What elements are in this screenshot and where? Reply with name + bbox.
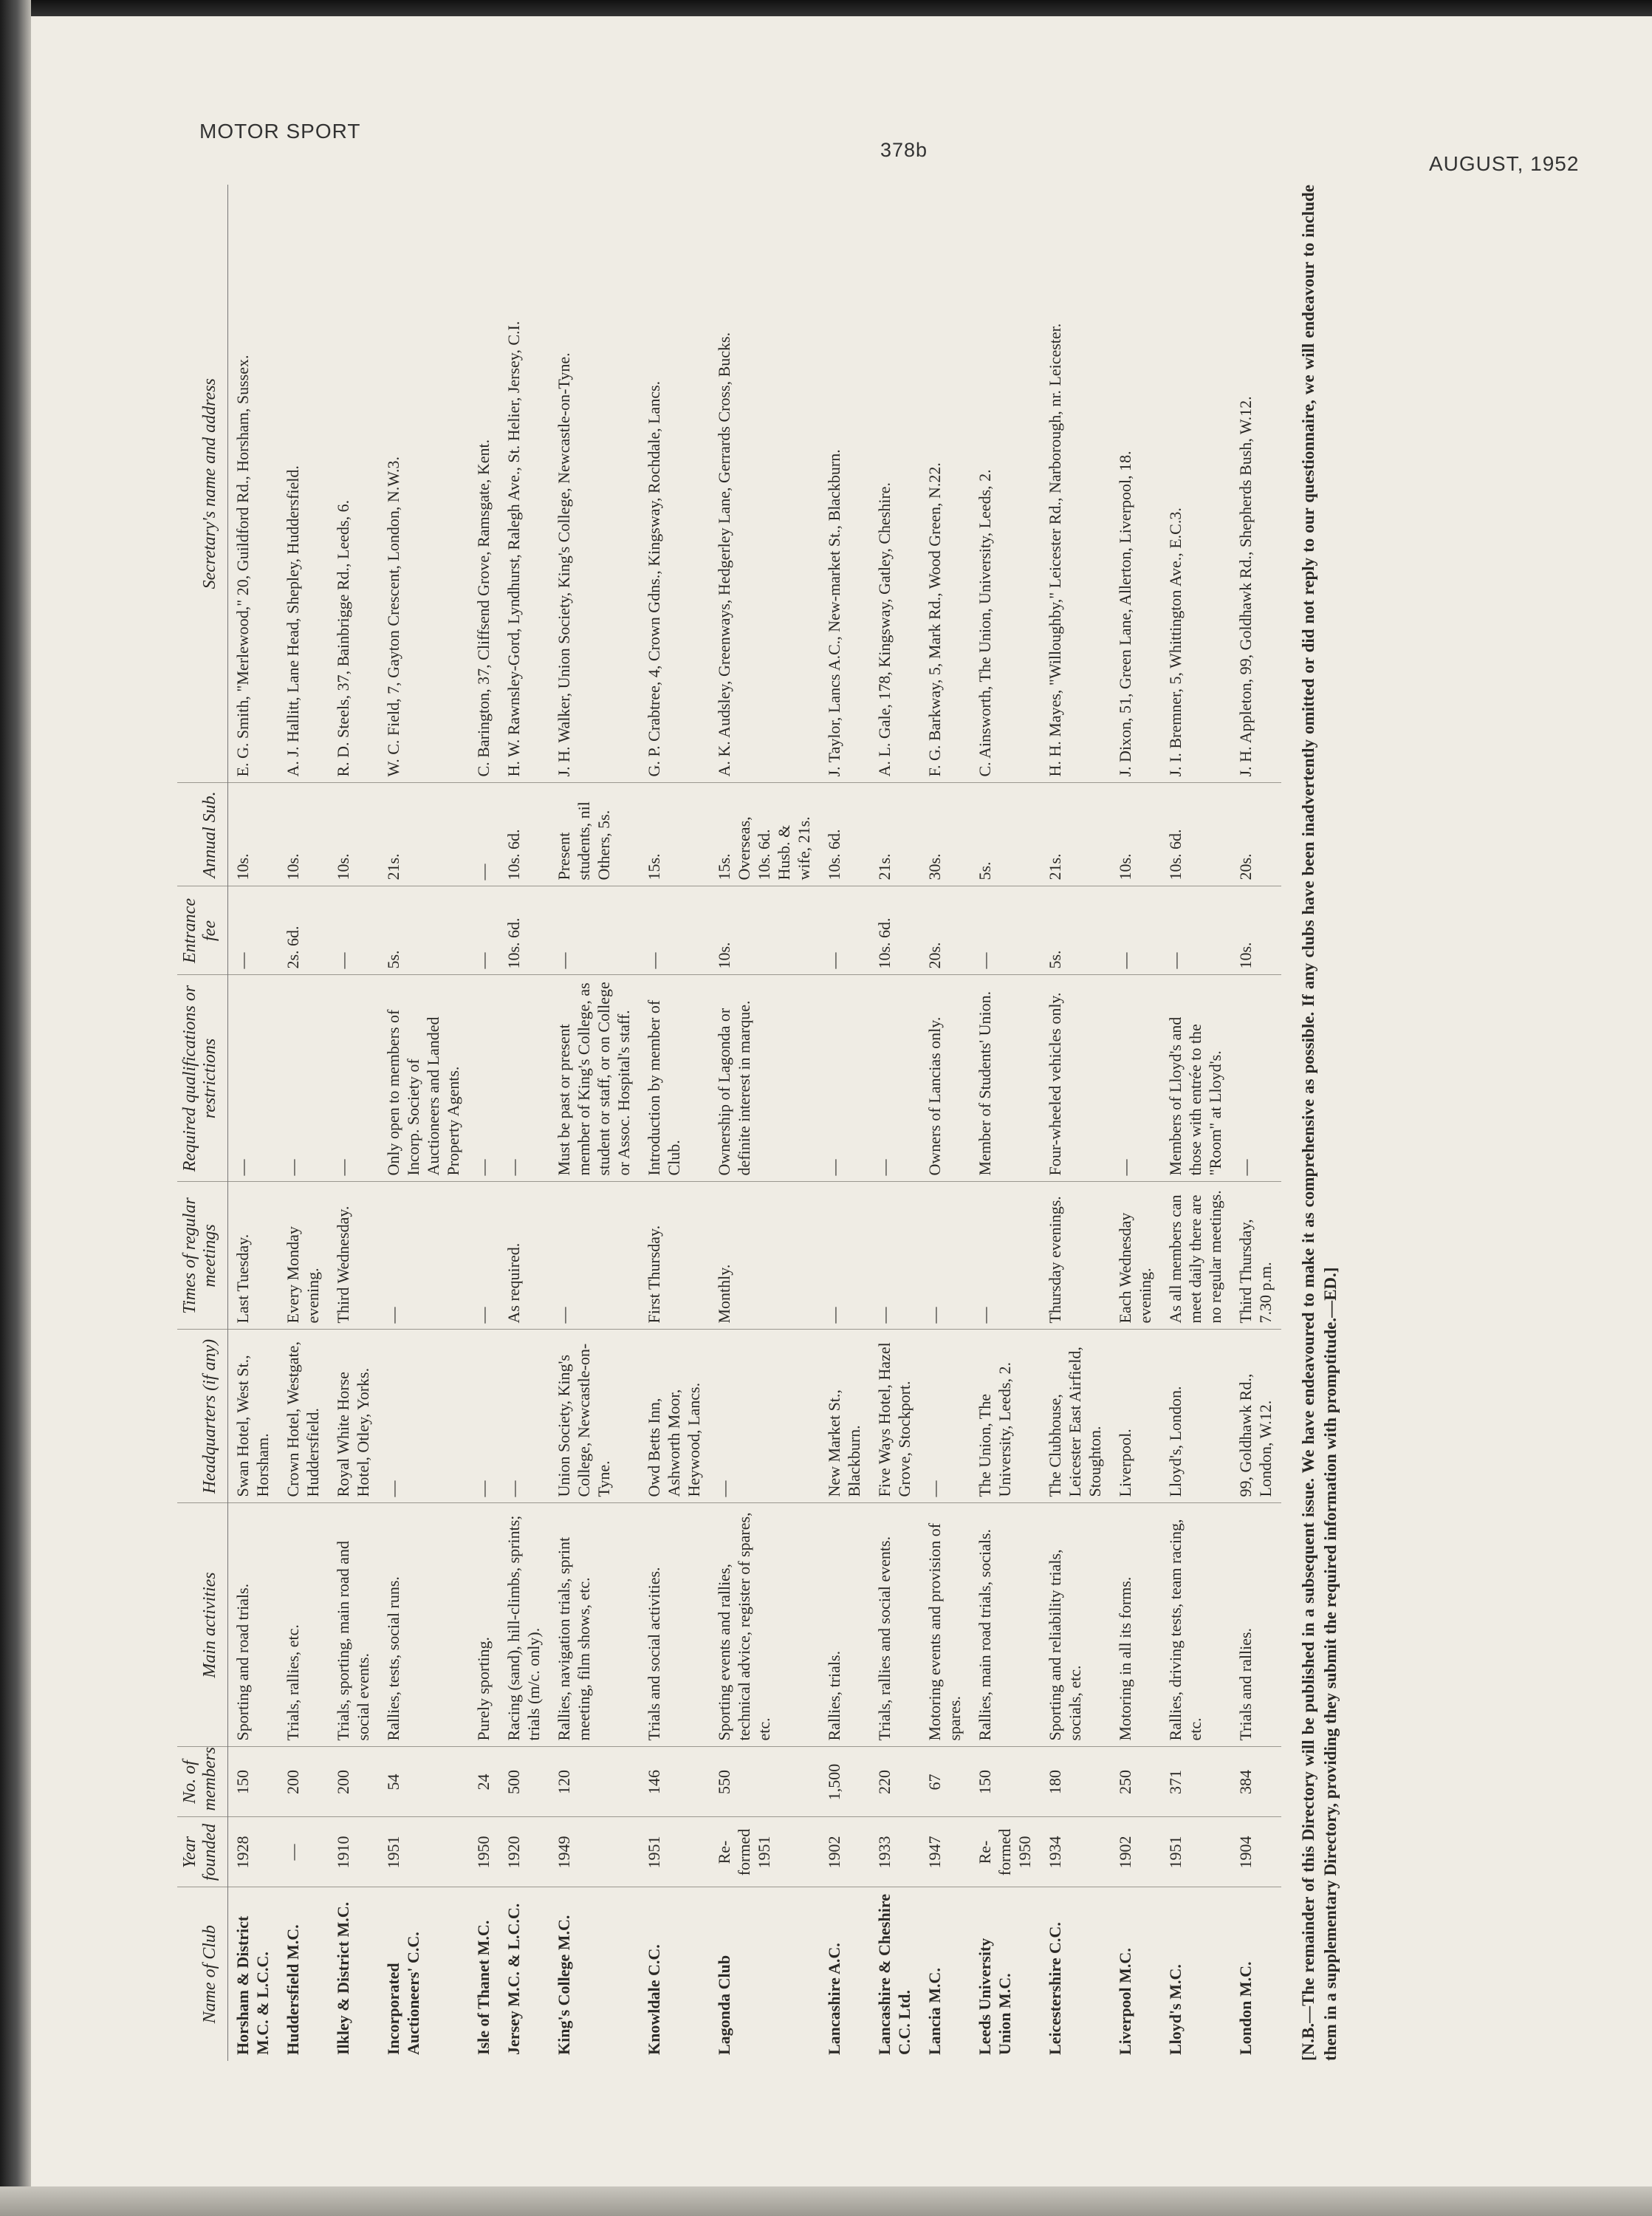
cell-club-name: Lagonda Club <box>715 1955 733 2055</box>
table-row <box>379 185 469 2061</box>
cell-year-founded: 1934 <box>1041 1817 1111 1887</box>
cell-annual-sub: 21s. <box>870 783 920 886</box>
table-row <box>870 185 920 2061</box>
col-header-activities: Main activities <box>177 1503 228 1747</box>
cell-meeting-times: Every Monday evening. <box>278 1182 329 1330</box>
cell-entrance-fee: — <box>549 886 640 975</box>
cell-qualifications: — <box>1231 975 1281 1182</box>
cell-member-count: 67 <box>920 1747 970 1817</box>
cell-main-activities: Trials, rallies, etc. <box>278 1503 329 1747</box>
scan-top-edge <box>0 0 1652 16</box>
cell-club-name: Lancia M.C. <box>925 1968 944 2055</box>
cell-annual-sub: 15s. <box>640 783 710 886</box>
table-row <box>1231 185 1281 2061</box>
cell-qualifications: — <box>870 975 920 1182</box>
table-row <box>920 185 970 2061</box>
cell-main-activities: Motoring events and provision of spares. <box>920 1503 970 1747</box>
cell-entrance-fee: — <box>1161 886 1231 975</box>
table-row <box>469 185 499 2061</box>
table-row <box>1161 185 1231 2061</box>
cell-meeting-times: — <box>820 1182 870 1330</box>
cell-entrance-fee: — <box>1111 886 1161 975</box>
table-row <box>640 185 710 2061</box>
cell-club-name: Leeds University Union M.C. <box>976 1938 1014 2055</box>
cell-main-activities: Rallies, navigation trials, sprint meeting, film shows, etc. <box>549 1503 640 1747</box>
cell-club-name: Lloyd's M.C. <box>1166 1964 1185 2055</box>
cell-club-name: Jersey M.C. & L.C.C. <box>504 1903 523 2055</box>
cell-headquarters: Crown Hotel, Westgate, Huddersfield. <box>278 1330 329 1503</box>
cell-annual-sub: 21s. <box>379 783 469 886</box>
cell-meeting-times: — <box>970 1182 1041 1330</box>
cell-member-count: 550 <box>710 1747 820 1817</box>
cell-club-name: Leicestershire C.C. <box>1046 1922 1064 2055</box>
cell-meeting-times: Monthly. <box>710 1182 820 1330</box>
cell-meeting-times: Thursday evenings. <box>1041 1182 1111 1330</box>
cell-qualifications: — <box>228 975 279 1182</box>
cell-year-founded: 1928 <box>228 1817 279 1887</box>
cell-main-activities: Trials, sporting, main road and social events. <box>329 1503 379 1747</box>
cell-meeting-times: — <box>549 1182 640 1330</box>
cell-club-name: Incorporated Auctioneers' C.C. <box>384 1932 422 2055</box>
cell-annual-sub: 21s. <box>1041 783 1111 886</box>
cell-year-founded: 1933 <box>870 1817 920 1887</box>
cell-meeting-times: First Thursday. <box>640 1182 710 1330</box>
club-directory-rotated <box>177 185 1617 2061</box>
cell-entrance-fee: 10s. 6d. <box>870 886 920 975</box>
cell-annual-sub: 10s. 6d. <box>1161 783 1231 886</box>
editor-note: [N.B.—The remainder of this Directory will be published in a subsequent issue. We have endeavoured to make it as comprehensive as possible. If any clubs have been inadvertently omitted or did not reply to our questionnaire, we will endeavour to include them in a supplementary Directory, providing they submit the required information with promptitude.—ED.] <box>1299 185 1340 2061</box>
cell-entrance-fee: 10s. <box>710 886 820 975</box>
cell-headquarters: Owd Betts Inn, Ashworth Moor, Heywood, Lancs. <box>640 1330 710 1503</box>
cell-club-name: Liverpool M.C. <box>1116 1948 1134 2055</box>
cell-entrance-fee: 5s. <box>379 886 469 975</box>
col-header-entrance: Entrance fee <box>177 886 228 975</box>
cell-year-founded: — <box>278 1817 329 1887</box>
cell-annual-sub: 30s. <box>920 783 970 886</box>
col-header-meetings: Times of regular meetings <box>177 1182 228 1330</box>
scan-binding-shadow <box>0 0 31 2216</box>
cell-entrance-fee: — <box>329 886 379 975</box>
table-row <box>1111 185 1161 2061</box>
cell-member-count: 54 <box>379 1747 469 1817</box>
cell-annual-sub: 5s. <box>970 783 1041 886</box>
cell-main-activities: Rallies, tests, social runs. <box>379 1503 469 1747</box>
cell-secretary-address: H. W. Rawnsley-Gord, Lyndhurst, Ralegh Ave., St. Helier, Jersey, C.I. <box>499 185 549 783</box>
col-header-members: No. of members <box>177 1747 228 1817</box>
cell-headquarters: — <box>920 1330 970 1503</box>
cell-annual-sub: 20s. <box>1231 783 1281 886</box>
table-row <box>549 185 640 2061</box>
cell-year-founded: 1951 <box>640 1817 710 1887</box>
table-row <box>278 185 329 2061</box>
cell-annual-sub: 10s. <box>228 783 279 886</box>
cell-club-name: Isle of Thanet M.C. <box>474 1920 493 2055</box>
cell-entrance-fee: 10s. 6d. <box>499 886 549 975</box>
cell-secretary-address: J. H. Walker, Union Society, King's College, Newcastle-on-Tyne. <box>549 185 640 783</box>
cell-secretary-address: R. D. Steels, 37, Bainbrigge Rd., Leeds, 6. <box>329 185 379 783</box>
cell-member-count: 150 <box>228 1747 279 1817</box>
cell-member-count: 384 <box>1231 1747 1281 1817</box>
cell-headquarters: Lloyd's, London. <box>1161 1330 1231 1503</box>
cell-qualifications: Four-wheeled vehicles only. <box>1041 975 1111 1182</box>
cell-headquarters: Five Ways Hotel, Hazel Grove, Stockport. <box>870 1330 920 1503</box>
cell-annual-sub: — <box>469 783 499 886</box>
cell-headquarters: New Market St., Blackburn. <box>820 1330 870 1503</box>
cell-headquarters: Royal White Horse Hotel, Otley, Yorks. <box>329 1330 379 1503</box>
cell-secretary-address: G. P. Crabtree, 4, Crown Gdns., Kingsway, Rochdale, Lancs. <box>640 185 710 783</box>
cell-qualifications: — <box>329 975 379 1182</box>
cell-headquarters: — <box>379 1330 469 1503</box>
cell-annual-sub: 10s. <box>329 783 379 886</box>
cell-member-count: 24 <box>469 1747 499 1817</box>
cell-year-founded: 1947 <box>920 1817 970 1887</box>
cell-year-founded: 1920 <box>499 1817 549 1887</box>
cell-headquarters: 99, Goldhawk Rd., London, W.12. <box>1231 1330 1281 1503</box>
cell-main-activities: Sporting and reliability trials, socials, etc. <box>1041 1503 1111 1747</box>
cell-club-name: Lancashire & Cheshire C.C. Ltd. <box>875 1894 914 2055</box>
cell-main-activities: Racing (sand), hill-climbs, sprints; trials (m/c. only). <box>499 1503 549 1747</box>
cell-main-activities: Trials and rallies. <box>1231 1503 1281 1747</box>
table-header-row <box>177 185 228 2061</box>
table-body <box>228 185 1282 2061</box>
table-row <box>820 185 870 2061</box>
cell-main-activities: Rallies, main road trials, socials. <box>970 1503 1041 1747</box>
cell-year-founded: 1902 <box>820 1817 870 1887</box>
table-row <box>228 185 279 2061</box>
cell-secretary-address: J. Taylor, Lancs A.C., New-market St., Blackburn. <box>820 185 870 783</box>
cell-secretary-address: J. Dixon, 51, Green Lane, Allerton, Liverpool, 18. <box>1111 185 1161 783</box>
col-header-club: Name of Club <box>177 1887 228 2061</box>
cell-qualifications: — <box>469 975 499 1182</box>
cell-qualifications: — <box>499 975 549 1182</box>
table-row <box>970 185 1041 2061</box>
cell-club-name: London M.C. <box>1236 1961 1255 2055</box>
cell-year-founded: Re-formed 1951 <box>710 1817 820 1887</box>
cell-meeting-times: Last Tuesday. <box>228 1182 279 1330</box>
cell-headquarters: The Union, The University, Leeds, 2. <box>970 1330 1041 1503</box>
cell-headquarters: The Clubhouse, Leicester East Airfield, Stoughton. <box>1041 1330 1111 1503</box>
cell-headquarters: — <box>499 1330 549 1503</box>
cell-secretary-address: F. G. Barkway, 5, Mark Rd., Wood Green, N.22. <box>920 185 970 783</box>
table-row <box>499 185 549 2061</box>
cell-club-name: Horsham & District M.C. & L.C.C. <box>233 1915 272 2055</box>
cell-meeting-times: Third Thursday, 7.30 p.m. <box>1231 1182 1281 1330</box>
cell-member-count: 146 <box>640 1747 710 1817</box>
cell-member-count: 220 <box>870 1747 920 1817</box>
cell-qualifications: Ownership of Lagonda or definite interest in marque. <box>710 975 820 1182</box>
scan-bottom-edge <box>0 2186 1652 2216</box>
cell-meeting-times: — <box>870 1182 920 1330</box>
cell-main-activities: Rallies, trials. <box>820 1503 870 1747</box>
cell-member-count: 250 <box>1111 1747 1161 1817</box>
cell-main-activities: Sporting and road trials. <box>228 1503 279 1747</box>
cell-annual-sub: 10s. 6d. <box>499 783 549 886</box>
cell-entrance-fee: 5s. <box>1041 886 1111 975</box>
cell-member-count: 200 <box>329 1747 379 1817</box>
cell-qualifications: Must be past or present member of King's College, as student or staff, or on College or Assoc. Hospital's staff. <box>549 975 640 1182</box>
magazine-title: MOTOR SPORT <box>199 120 361 143</box>
cell-member-count: 180 <box>1041 1747 1111 1817</box>
cell-meeting-times: Third Wednesday. <box>329 1182 379 1330</box>
cell-secretary-address: A. L. Gale, 178, Kingsway, Gatley, Cheshire. <box>870 185 920 783</box>
cell-year-founded: 1904 <box>1231 1817 1281 1887</box>
cell-meeting-times: — <box>920 1182 970 1330</box>
cell-secretary-address: H. H. Mayes, "Willoughby," Leicester Rd., Narborough, nr. Leicester. <box>1041 185 1111 783</box>
cell-secretary-address: J. H. Appleton, 99, Goldhawk Rd., Shepherds Bush, W.12. <box>1231 185 1281 783</box>
cell-qualifications: — <box>1111 975 1161 1182</box>
cell-annual-sub: 15s. Overseas, 10s. 6d. Husb. & wife, 21s. <box>710 783 820 886</box>
issue-date: AUGUST, 1952 <box>1429 152 1580 175</box>
col-header-qualifications: Required qualifications or restrictions <box>177 975 228 1182</box>
cell-qualifications: Introduction by member of Club. <box>640 975 710 1182</box>
cell-main-activities: Rallies, driving tests, team racing, etc. <box>1161 1503 1231 1747</box>
cell-main-activities: Motoring in all its forms. <box>1111 1503 1161 1747</box>
cell-headquarters: Swan Hotel, West St., Horsham. <box>228 1330 279 1503</box>
cell-member-count: 200 <box>278 1747 329 1817</box>
col-header-year: Year founded <box>177 1817 228 1887</box>
cell-headquarters: Liverpool. <box>1111 1330 1161 1503</box>
cell-entrance-fee: — <box>640 886 710 975</box>
cell-member-count: 150 <box>970 1747 1041 1817</box>
cell-main-activities: Trials and social activities. <box>640 1503 710 1747</box>
cell-qualifications: Owners of Lancias only. <box>920 975 970 1182</box>
table-row <box>1041 185 1111 2061</box>
cell-member-count: 371 <box>1161 1747 1231 1817</box>
cell-year-founded: 1951 <box>1161 1817 1231 1887</box>
cell-year-founded: 1951 <box>379 1817 469 1887</box>
cell-secretary-address: E. G. Smith, "Merlewood," 20, Guildford Rd., Horsham, Sussex. <box>228 185 279 783</box>
cell-qualifications: Only open to members of Incorp. Society of Auctioneers and Landed Property Agents. <box>379 975 469 1182</box>
cell-year-founded: 1910 <box>329 1817 379 1887</box>
cell-club-name: Knowldale C.C. <box>645 1944 663 2055</box>
table-row <box>329 185 379 2061</box>
cell-member-count: 120 <box>549 1747 640 1817</box>
cell-entrance-fee: — <box>970 886 1041 975</box>
cell-entrance-fee: 2s. 6d. <box>278 886 329 975</box>
cell-annual-sub: 10s. <box>1111 783 1161 886</box>
col-header-sub: Annual Sub. <box>177 783 228 886</box>
cell-secretary-address: A. K. Audsley, Greenways, Hedgerley Lane, Gerrards Cross, Bucks. <box>710 185 820 783</box>
cell-club-name: King's College M.C. <box>555 1915 573 2055</box>
cell-meeting-times: As all members can meet daily there are no regular meetings. <box>1161 1182 1231 1330</box>
col-header-secretary: Secretary's name and address <box>177 185 228 783</box>
cell-entrance-fee: — <box>469 886 499 975</box>
cell-entrance-fee: 10s. <box>1231 886 1281 975</box>
cell-entrance-fee: 20s. <box>920 886 970 975</box>
cell-year-founded: 1902 <box>1111 1817 1161 1887</box>
cell-qualifications: — <box>820 975 870 1182</box>
cell-year-founded: 1950 <box>469 1817 499 1887</box>
cell-club-name: Ilkley & District M.C. <box>334 1901 352 2055</box>
cell-headquarters: — <box>469 1330 499 1503</box>
cell-entrance-fee: — <box>820 886 870 975</box>
cell-meeting-times: — <box>469 1182 499 1330</box>
cell-secretary-address: J. I. Bremner, 5, Whittington Ave., E.C.3. <box>1161 185 1231 783</box>
col-header-headquarters: Headquarters (if any) <box>177 1330 228 1503</box>
cell-secretary-address: C. Barington, 37, Cliffsend Grove, Ramsgate, Kent. <box>469 185 499 783</box>
cell-club-name: Lancashire A.C. <box>825 1943 843 2055</box>
cell-main-activities: Trials, rallies and social events. <box>870 1503 920 1747</box>
cell-headquarters: — <box>710 1330 820 1503</box>
cell-year-founded: Re-formed 1950 <box>970 1817 1041 1887</box>
cell-annual-sub: 10s. 6d. <box>820 783 870 886</box>
cell-meeting-times: As required. <box>499 1182 549 1330</box>
cell-member-count: 1,500 <box>820 1747 870 1817</box>
cell-secretary-address: W. C. Field, 7, Gayton Crescent, London, N.W.3. <box>379 185 469 783</box>
cell-qualifications: Members of Lloyd's and those with entrée to the "Room" at Lloyd's. <box>1161 975 1231 1182</box>
cell-club-name: Huddersfield M.C. <box>284 1924 302 2055</box>
cell-year-founded: 1949 <box>549 1817 640 1887</box>
cell-meeting-times: — <box>379 1182 469 1330</box>
club-directory-table <box>177 185 1281 2061</box>
cell-main-activities: Sporting events and rallies, technical advice, register of spares, etc. <box>710 1503 820 1747</box>
cell-annual-sub: Present students, nil Others, 5s. <box>549 783 640 886</box>
page-number: 378b <box>880 139 928 161</box>
cell-annual-sub: 10s. <box>278 783 329 886</box>
cell-qualifications: Member of Students' Union. <box>970 975 1041 1182</box>
cell-secretary-address: C. Ainsworth, The Union, University, Leeds, 2. <box>970 185 1041 783</box>
cell-main-activities: Purely sporting. <box>469 1503 499 1747</box>
cell-headquarters: Union Society, King's College, Newcastle-on-Tyne. <box>549 1330 640 1503</box>
table-row <box>710 185 820 2061</box>
cell-member-count: 500 <box>499 1747 549 1817</box>
cell-secretary-address: A. J. Hallitt, Lane Head, Shepley, Huddersfield. <box>278 185 329 783</box>
cell-qualifications: — <box>278 975 329 1182</box>
cell-entrance-fee: — <box>228 886 279 975</box>
cell-meeting-times: Each Wednesday evening. <box>1111 1182 1161 1330</box>
